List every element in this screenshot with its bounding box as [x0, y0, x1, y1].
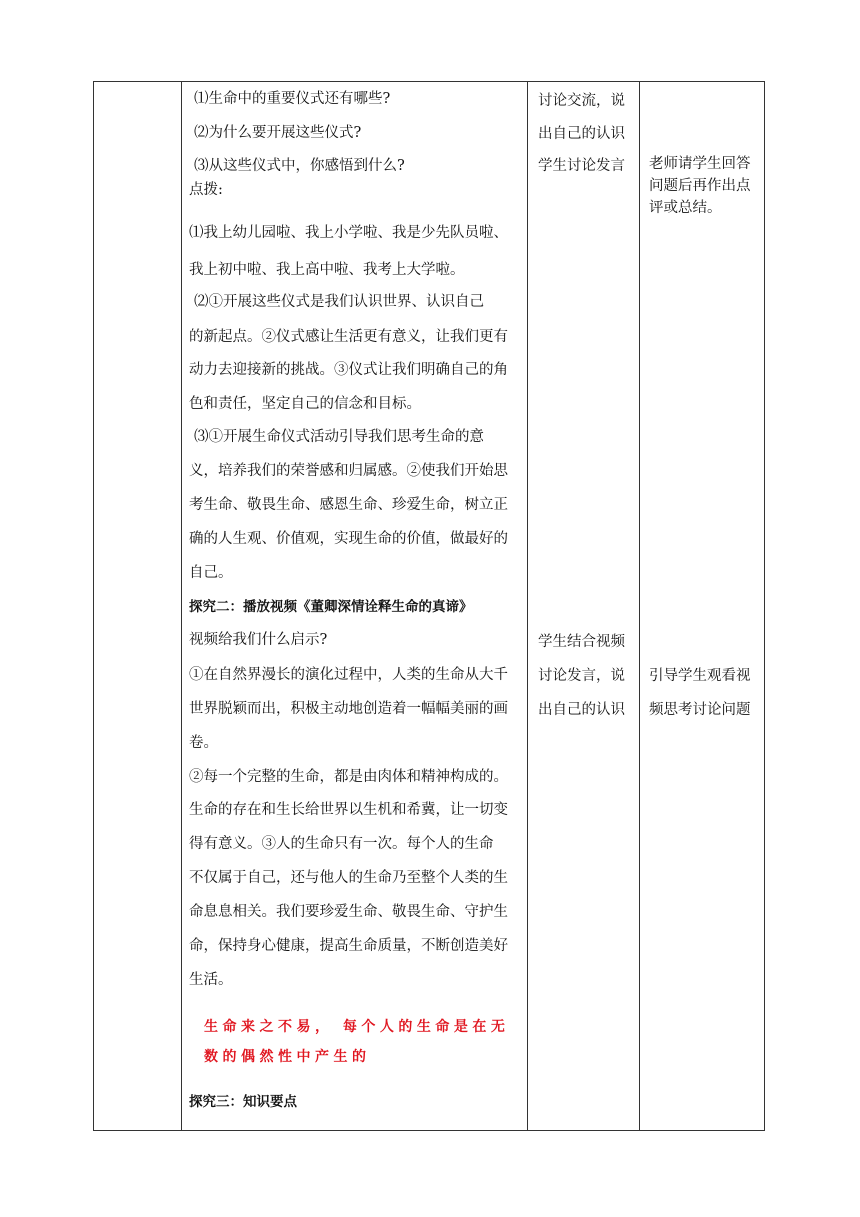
video-answer-1-line: 卷。	[189, 735, 218, 751]
video-answer-2-line: 不仅属于自己，还与他人的生命乃至整个人类的生	[189, 870, 508, 886]
student-activity-line: 学生讨论发言	[538, 158, 625, 174]
video-answer-2-line: 生活。	[189, 972, 233, 988]
answer-3-line: 自己。	[189, 565, 233, 581]
video-answer-2-line: 命息息相关。我们要珍爱生命、敬畏生命、守护生	[189, 904, 508, 920]
highlight-line: 生命来之不易， 每个人的生命是在无	[204, 1019, 510, 1035]
hint-label: 点拨:	[189, 182, 223, 198]
video-question: 视频给我们什么启示?	[189, 632, 328, 648]
explore-3-title: 探究三：知识要点	[189, 1094, 297, 1110]
answer-2-line: 的新起点。②仪式感让生活更有意义，让我们更有	[189, 329, 508, 345]
video-answer-2-line: 生命的存在和生长给世界以生机和希冀，让一切变	[189, 802, 508, 818]
teaching-content-cell	[182, 82, 528, 1130]
teacher-activity-line: 老师请学生回答	[649, 156, 751, 172]
teacher-activity-line: 引导学生观看视	[649, 668, 751, 684]
answer-2-line: 动力去迎接新的挑战。③仪式让我们明确自己的角	[189, 362, 508, 378]
answer-3-line: ⑶①开展生命仪式活动引导我们思考生命的意	[194, 429, 484, 445]
video-answer-2-line: 得有意义。③人的生命只有一次。每个人的生命	[189, 836, 494, 852]
answer-1-line: ⑴我上幼儿园啦、我上小学啦、我是少先队员啦、	[189, 225, 508, 241]
student-activity-line: 出自己的认识	[538, 126, 625, 142]
answer-3-line: 义，培养我们的荣誉感和归属感。②使我们开始思	[189, 463, 508, 479]
student-activity-cell	[528, 82, 640, 1130]
explore-2-title: 探究二：播放视频《董卿深情诠释生命的真谛》	[189, 599, 473, 615]
highlight-line: 数的偶然性中产生的	[204, 1049, 371, 1065]
video-answer-1-line: ①在自然界漫长的演化过程中，人类的生命从大千	[189, 667, 508, 683]
teacher-activity-line: 评或总结。	[649, 200, 722, 216]
student-activity-line: 学生结合视频	[538, 634, 625, 650]
question-3: ⑶从这些仪式中，你感悟到什么?	[194, 158, 405, 174]
answer-2-line: 色和责任，坚定自己的信念和目标。	[189, 396, 421, 412]
answer-3-line: 确的人生观、价值观，实现生命的价值，做最好的	[189, 531, 508, 547]
question-2: ⑵为什么要开展这些仪式?	[194, 125, 362, 141]
answer-1-line: 我上初中啦、我上高中啦、我考上大学啦。	[189, 262, 465, 278]
student-activity-line: 讨论交流，说	[538, 93, 625, 109]
lesson-table	[93, 81, 765, 1131]
video-answer-2-line: ②每一个完整的生命，都是由肉体和精神构成的。	[189, 769, 508, 785]
answer-2-line: ⑵①开展这些仪式是我们认识世界、认识自己	[194, 294, 484, 310]
teacher-activity-line: 问题后再作出点	[649, 178, 751, 194]
student-activity-line: 出自己的认识	[538, 702, 625, 718]
student-activity-line: 讨论发言，说	[538, 668, 625, 684]
teacher-activity-cell	[640, 82, 766, 1130]
video-answer-2-line: 命，保持身心健康，提高生命质量，不断创造美好	[189, 938, 508, 954]
question-1: ⑴生命中的重要仪式还有哪些?	[194, 91, 391, 107]
video-answer-1-line: 世界脱颖而出，积极主动地创造着一幅幅美丽的画	[189, 701, 508, 717]
teacher-activity-line: 频思考讨论问题	[649, 702, 751, 718]
answer-3-line: 考生命、敬畏生命、感恩生命、珍爱生命，树立正	[189, 497, 508, 513]
